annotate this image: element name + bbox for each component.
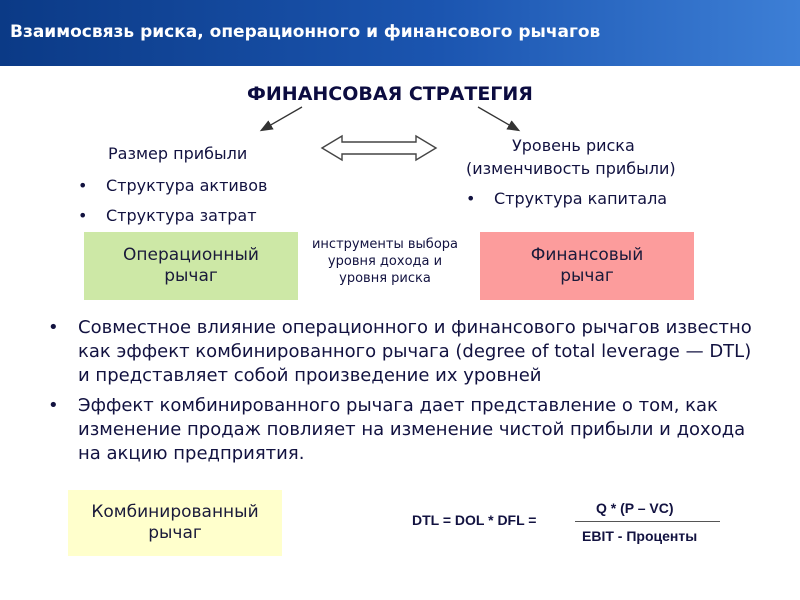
formula-lhs: DTL = DOL * DFL =: [412, 512, 537, 528]
right-bullet-1: • Структура капитала: [466, 189, 668, 208]
risk-level-subheading: (изменчивость прибыли): [466, 159, 676, 178]
bullet-icon: •: [78, 206, 88, 225]
main-bullet-2: • Эффект комбинированного рычага дает представление о том, как изменение продаж повлияет на изменение чистой прибыли и дохода на акцию предприятия.: [48, 395, 746, 464]
fraction-line: [575, 521, 720, 522]
left-bullet-1: • Структура активов: [78, 176, 268, 195]
financial-leverage-box: Финансовый рычаг: [480, 232, 694, 300]
strategy-title: ФИНАНСОВАЯ СТРАТЕГИЯ: [247, 83, 533, 105]
arrow-to-profit: [262, 107, 302, 130]
operational-leverage-box: Операционный рычаг: [84, 232, 298, 300]
bullet-icon: •: [466, 189, 476, 208]
formula-denominator: EBIT - Проценты: [582, 528, 698, 544]
left-bullet-2: • Структура затрат: [78, 206, 257, 225]
arrow-to-risk: [478, 107, 518, 130]
bullet-icon: •: [48, 317, 59, 338]
bullet-icon: •: [48, 395, 59, 416]
formula-numerator: Q * (P – VC): [596, 500, 674, 516]
bullet-icon: •: [78, 176, 88, 195]
main-bullet-list: [48, 316, 758, 472]
main-bullet-1: • Совместное влияние операционного и финансового рычагов известно как эффект комбинированного рычага (degree of total leverage — DTL) и представляет собой произведение их уровней: [48, 317, 752, 386]
combined-leverage-box: Комбинированный рычаг: [68, 490, 282, 556]
slide-title: Взаимосвязь риска, операционного и финансового рычагов: [10, 22, 601, 42]
double-arrow-icon: [322, 136, 436, 160]
profit-size-heading: Размер прибыли: [108, 144, 248, 163]
tools-label: инструменты выбора уровня дохода и уровня риска: [311, 237, 458, 286]
risk-level-heading: Уровень риска: [512, 136, 635, 155]
